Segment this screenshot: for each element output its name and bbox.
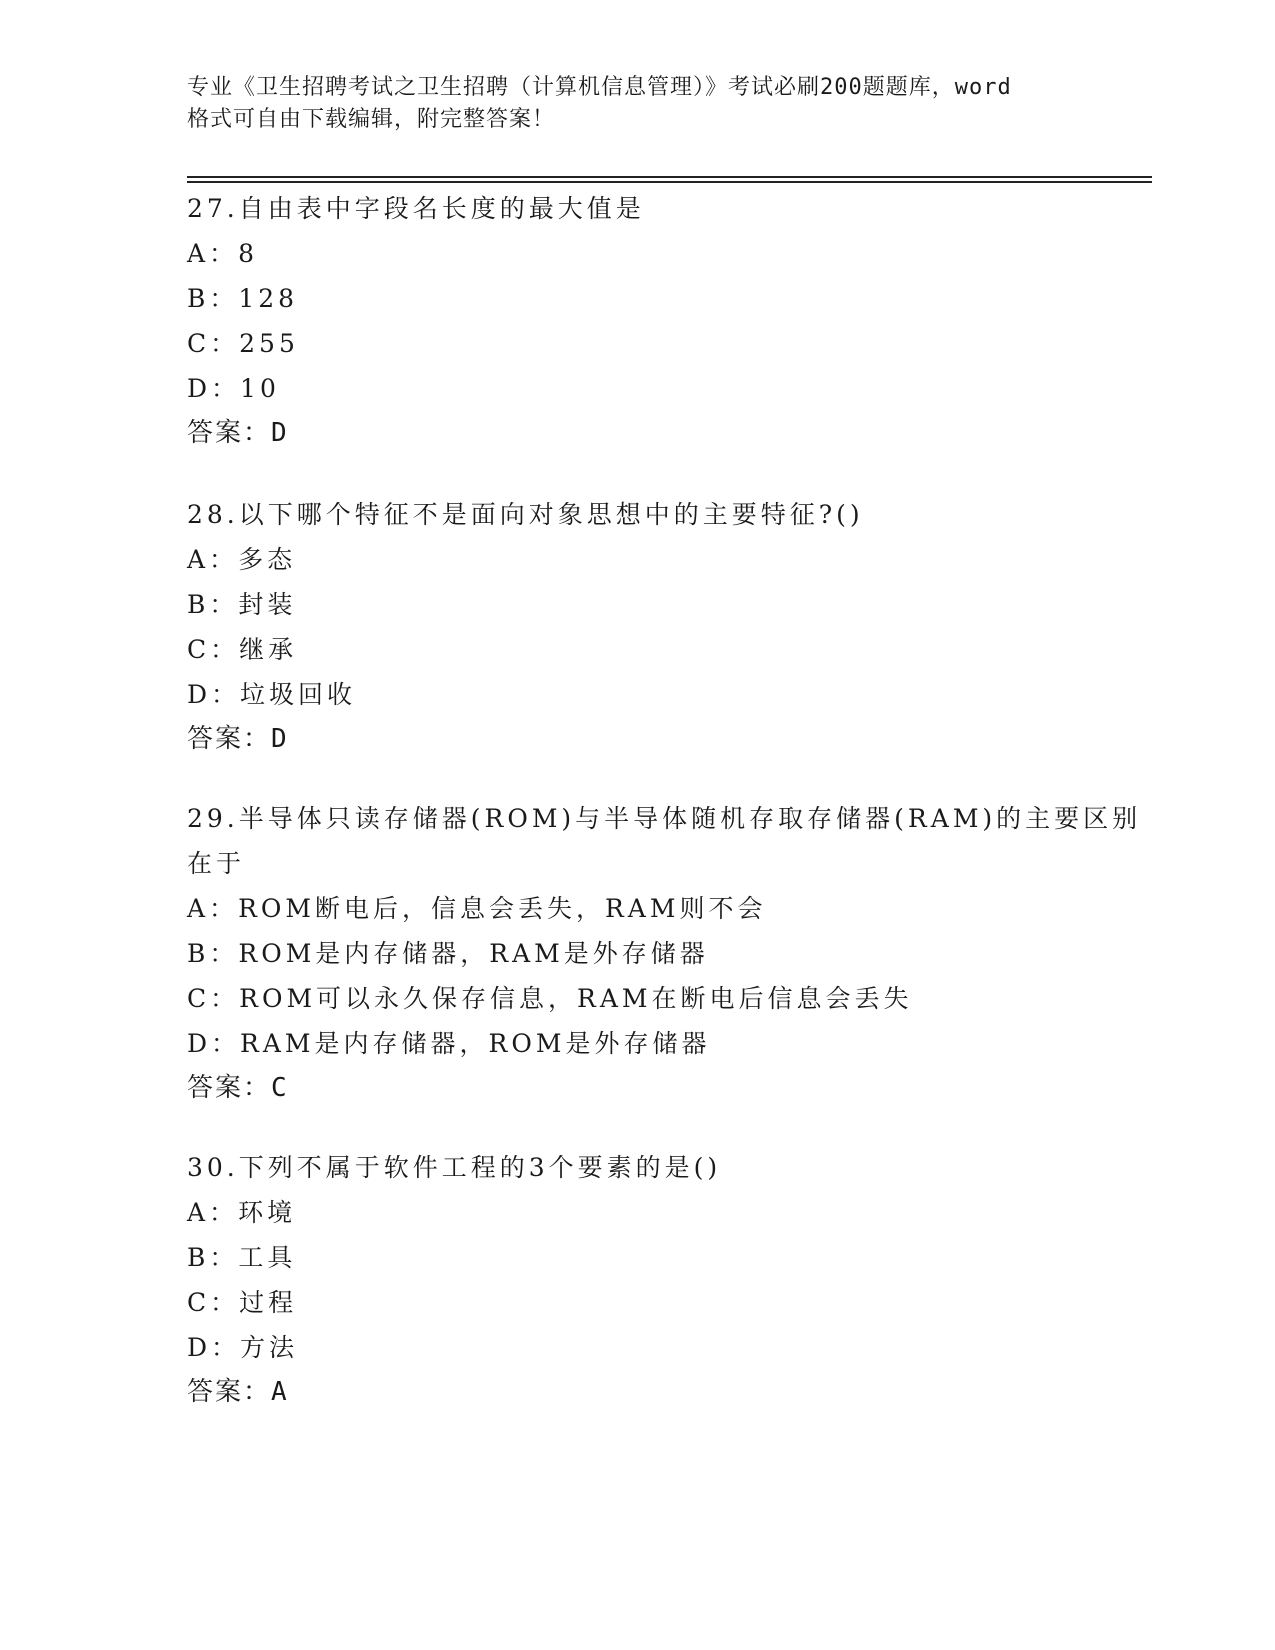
answer-line: 答案：D: [187, 418, 289, 448]
document-header: [187, 72, 1087, 136]
option-text: ROM是内存储器，RAM是外存储器: [238, 939, 709, 968]
option-c: [187, 976, 1147, 1021]
option-text: 多态: [238, 545, 297, 574]
option-c: [187, 321, 1147, 366]
option-b: [187, 582, 1147, 627]
option-text: ROM断电后，信息会丢失，RAM则不会: [238, 894, 767, 923]
option-letter: A：: [187, 1198, 239, 1227]
option-letter: B：: [187, 590, 239, 619]
option-d: [187, 672, 1147, 717]
option-a: [187, 231, 1147, 276]
option-text: 255: [239, 329, 299, 358]
question-30: [187, 1145, 1147, 1415]
option-text: 继承: [239, 635, 298, 664]
option-letter: A：: [187, 545, 239, 574]
option-c: [187, 627, 1147, 672]
option-c: [187, 1280, 1147, 1325]
option-letter: A：: [187, 239, 239, 268]
option-letter: C：: [187, 984, 240, 1013]
header-divider-bottom: [187, 181, 1152, 183]
option-letter: D：: [187, 1333, 241, 1362]
option-a: [187, 537, 1147, 582]
question-stem: 28.以下哪个特征不是面向对象思想中的主要特征?(): [187, 500, 864, 529]
question-28: [187, 492, 1147, 762]
header-divider-top: [187, 176, 1152, 178]
question-29: [187, 796, 1147, 1111]
option-letter: B：: [187, 1243, 239, 1272]
option-letter: B：: [187, 939, 239, 968]
option-text: 工具: [238, 1243, 297, 1272]
option-d: [187, 1325, 1147, 1370]
option-letter: C：: [187, 635, 240, 664]
header-title-line-1: 专业《卫生招聘考试之卫生招聘（计算机信息管理）》考试必刷200题题库，word: [187, 75, 1012, 100]
option-text: 128: [238, 284, 299, 313]
option-letter: D：: [187, 680, 241, 709]
option-text: 环境: [238, 1198, 297, 1227]
option-letter: B：: [187, 284, 239, 313]
answer-line: 答案：D: [187, 724, 289, 754]
question-stem: 27.自由表中字段名长度的最大值是: [187, 194, 645, 223]
question-27: [187, 186, 1147, 456]
option-letter: A：: [187, 894, 239, 923]
question-stem-line-2: 在于: [187, 849, 246, 878]
option-text: RAM是内存储器，ROM是外存储器: [240, 1029, 711, 1058]
option-text: 方法: [240, 1333, 299, 1362]
option-text: 8: [238, 239, 258, 268]
option-text: 封装: [238, 590, 297, 619]
option-text: ROM可以永久保存信息，RAM在断电后信息会丢失: [239, 984, 913, 1013]
option-a: [187, 886, 1147, 931]
option-d: [187, 1021, 1147, 1066]
option-letter: D：: [187, 1029, 241, 1058]
answer-line: 答案：C: [187, 1073, 289, 1103]
option-text: 过程: [239, 1288, 298, 1317]
answer-line: 答案：A: [187, 1377, 289, 1407]
option-letter: D：: [187, 374, 241, 403]
header-title-line-2: 格式可自由下载编辑，附完整答案！: [187, 107, 556, 132]
option-b: [187, 1235, 1147, 1280]
option-b: [187, 931, 1147, 976]
option-letter: C：: [187, 1288, 240, 1317]
question-stem: 30.下列不属于软件工程的3个要素的是(): [187, 1153, 722, 1182]
option-letter: C：: [187, 329, 240, 358]
option-text: 10: [240, 374, 280, 403]
question-stem-line-1: 29.半导体只读存储器(ROM)与半导体随机存取存储器(RAM)的主要区别: [187, 804, 1142, 833]
option-d: [187, 366, 1147, 411]
option-b: [187, 276, 1147, 321]
option-text: 垃圾回收: [240, 680, 357, 709]
option-a: [187, 1190, 1147, 1235]
